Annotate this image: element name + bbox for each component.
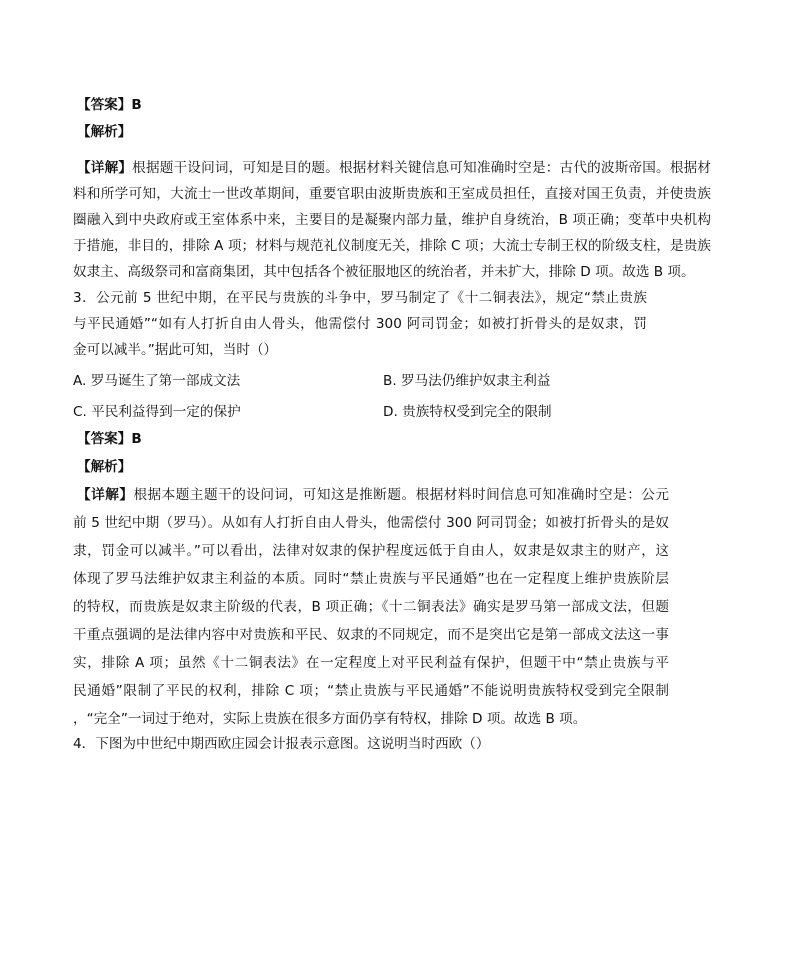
detail-label: 【详解】 (77, 160, 133, 176)
q2-detail-line-4: 于措施，非目的，排除 A 项；材料与规范礼仪制度无关，排除 C 项；大流士专制王权的阶级支柱，是贵族 (73, 238, 711, 254)
q3-detail-line-3: 隶，罚金可以减半。”可以看出，法律对奴隶的保护程度远低于自由人，奴隶是奴隶主的财产，这 (73, 543, 669, 559)
answer-value: B (131, 431, 142, 447)
q3-option-a: A. 罗马诞生了第一部成文法 (73, 373, 241, 389)
q2-detail-line-3: 圈融入到中央政府或王室体系中来，主要目的是凝聚内部力量，维护自身统治，B 项正确；变革中央机构 (73, 212, 711, 228)
q3-option-d: D. 贵族特权受到完全的限制 (383, 404, 552, 420)
answer-value: B (131, 97, 142, 113)
q2-detail-line-1: 【详解】根据题干设问词，可知是目的题。根据材料关键信息可知准确时空是：古代的波斯帝国。根据材 (77, 160, 711, 176)
q3-detail-line-2: 前 5 世纪中期（罗马）。从如有人打折自由人骨头，他需偿付 300 阿司罚金；如被打折骨头的是奴 (73, 515, 669, 531)
q3-stem-line-3: 金可以减半。”据此可知，当时（） (73, 342, 278, 358)
q3-stem-line-1: 3．公元前 5 世纪中期，在平民与贵族的斗争中，罗马制定了《十二铜表法》，规定“禁止贵族 (73, 290, 647, 306)
answer-label: 【答案】 (77, 431, 132, 447)
q3-detail-line-8: 民通婚”限制了平民的权利，排除 C 项；“禁止贵族与平民通婚”不能说明贵族特权受到完全限制 (73, 683, 669, 699)
q3-option-b: B. 罗马法仍维护奴隶主利益 (383, 373, 551, 389)
q3-detail-line-4: 体现了罗马法维护奴隶主利益的本质。同时“禁止贵族与平民通婚”也在一定程度上维护贵族阶层 (73, 571, 669, 587)
q3-detail-line-1: 【详解】根据本题主题干的设问词，可知这是推断题。根据材料时间信息可知准确时空是：公元 (77, 487, 669, 503)
q3-stem-line-2: 与平民通婚”“如有人打折自由人骨头，他需偿付 300 阿司罚金；如被打折骨头的是奴隶，罚 (73, 316, 647, 332)
q2-detail-line-5: 奴隶主、高级祭司和富商集团，其中包括各个被征服地区的统治者，并未扩大，排除 D 项。故选 B 项。 (73, 264, 695, 280)
q2-detail-line-2: 料和所学可知，大流士一世改革期间，重要官职由波斯贵族和王室成员担任，直接对国王负责，并使贵族 (73, 186, 711, 202)
q3-option-c: C. 平民利益得到一定的保护 (73, 404, 241, 420)
q3-detail-line-5: 的特权，而贵族是奴隶主阶级的代表，B 项正确；《十二铜表法》确实是罗马第一部成文法，但题 (73, 599, 669, 615)
q3-detail-line-6: 干重点强调的是法律内容中对贵族和平民、奴隶的不同规定，而不是突出它是第一部成文法这一事 (73, 627, 669, 643)
q4-stem: 4．下图为中世纪中期西欧庄园会计报表示意图。这说明当时西欧（） (73, 736, 490, 752)
detail-label: 【详解】 (77, 487, 134, 503)
q3-analysis-label: 【解析】 (77, 459, 132, 475)
q3-detail-line-7: 实，排除 A 项；虽然《十二铜表法》在一定程度上对平民利益有保护，但题干中“禁止贵族与平 (73, 655, 669, 671)
q2-analysis-label: 【解析】 (77, 124, 132, 140)
q3-detail-line-9: ，“完全”一词过于绝对，实际上贵族在很多方面仍享有特权，排除 D 项。故选 B 项。 (73, 711, 587, 727)
answer-label: 【答案】 (77, 97, 132, 113)
q3-answer (77, 430, 142, 448)
q2-answer (77, 96, 142, 114)
